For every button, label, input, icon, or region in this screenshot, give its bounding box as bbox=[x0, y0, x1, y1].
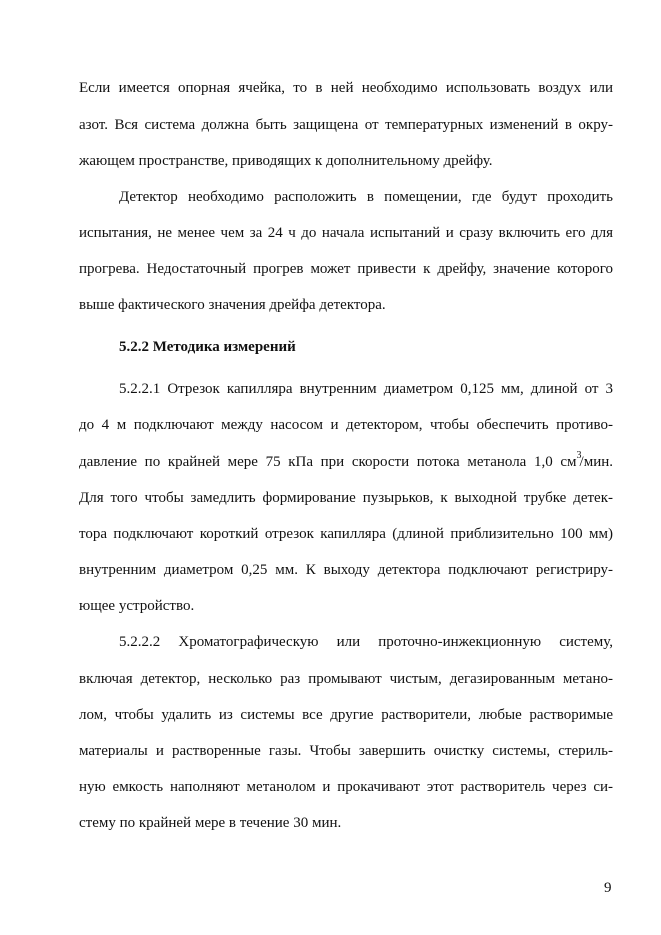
paragraph-3-line-3-text: давление по крайней мере 75 кПа при скорости потока метанола 1,0 см bbox=[79, 454, 577, 470]
paragraph-4-line-2: включая детектор, несколько раз промывают чистым, дегазированным метано- bbox=[79, 671, 613, 687]
page-number: 9 bbox=[604, 880, 612, 896]
paragraph-4-line-1: 5.2.2.2 Хроматографическую или проточно-инжекционную систему, bbox=[119, 634, 613, 650]
paragraph-3-line-4: Для того чтобы замедлить формирование пузырьков, к выходной трубке детек- bbox=[79, 490, 613, 506]
paragraph-4-line-5: ную емкость наполняют метанолом и прокачивают этот растворитель через си- bbox=[79, 779, 613, 795]
paragraph-3-line-1: 5.2.2.1 Отрезок капилляра внутренним диаметром 0,125 мм, длиной от 3 bbox=[119, 381, 613, 397]
paragraph-1-line-2: азот. Вся система должна быть защищена от температурных изменений в окру- bbox=[79, 117, 613, 133]
paragraph-1-line-3: жающем пространстве, приводящих к дополнительному дрейфу. bbox=[79, 153, 493, 169]
paragraph-3-line-2: до 4 м подключают между насосом и детектором, чтобы обеспечить противо- bbox=[79, 417, 613, 433]
paragraph-2-line-3: прогрева. Недостаточный прогрев может привести к дрейфу, значение которого bbox=[79, 261, 613, 277]
paragraph-1-line-1: Если имеется опорная ячейка, то в ней необходимо использовать воздух или bbox=[79, 80, 613, 96]
paragraph-3-line-3 bbox=[79, 450, 613, 473]
paragraph-3-line-6: внутренним диаметром 0,25 мм. К выходу детектора подключают регистриру- bbox=[79, 562, 613, 578]
paragraph-2-line-1: Детектор необходимо расположить в помещении, где будут проходить bbox=[119, 189, 613, 205]
paragraph-4-line-4: материалы и растворенные газы. Чтобы завершить очистку системы, стериль- bbox=[79, 743, 613, 759]
paragraph-4-line-6: стему по крайней мере в течение 30 мин. bbox=[79, 815, 342, 831]
section-heading: 5.2.2 Методика измерений bbox=[119, 339, 296, 355]
paragraph-2-line-4: выше фактического значения дрейфа детектора. bbox=[79, 297, 386, 313]
superscript-cubic: 3 bbox=[576, 450, 582, 461]
paragraph-4-line-3: лом, чтобы удалить из системы все другие растворители, любые растворимые bbox=[79, 707, 613, 723]
paragraph-3-line-5: тора подключают короткий отрезок капилляра (длиной приблизительно 100 мм) bbox=[79, 526, 613, 542]
paragraph-2-line-2: испытания, не менее чем за 24 ч до начала испытаний и сразу включить его для bbox=[79, 225, 613, 241]
paragraph-3-line-3-unit: /мин. bbox=[579, 454, 613, 470]
paragraph-3-line-7: ющее устройство. bbox=[79, 598, 195, 614]
